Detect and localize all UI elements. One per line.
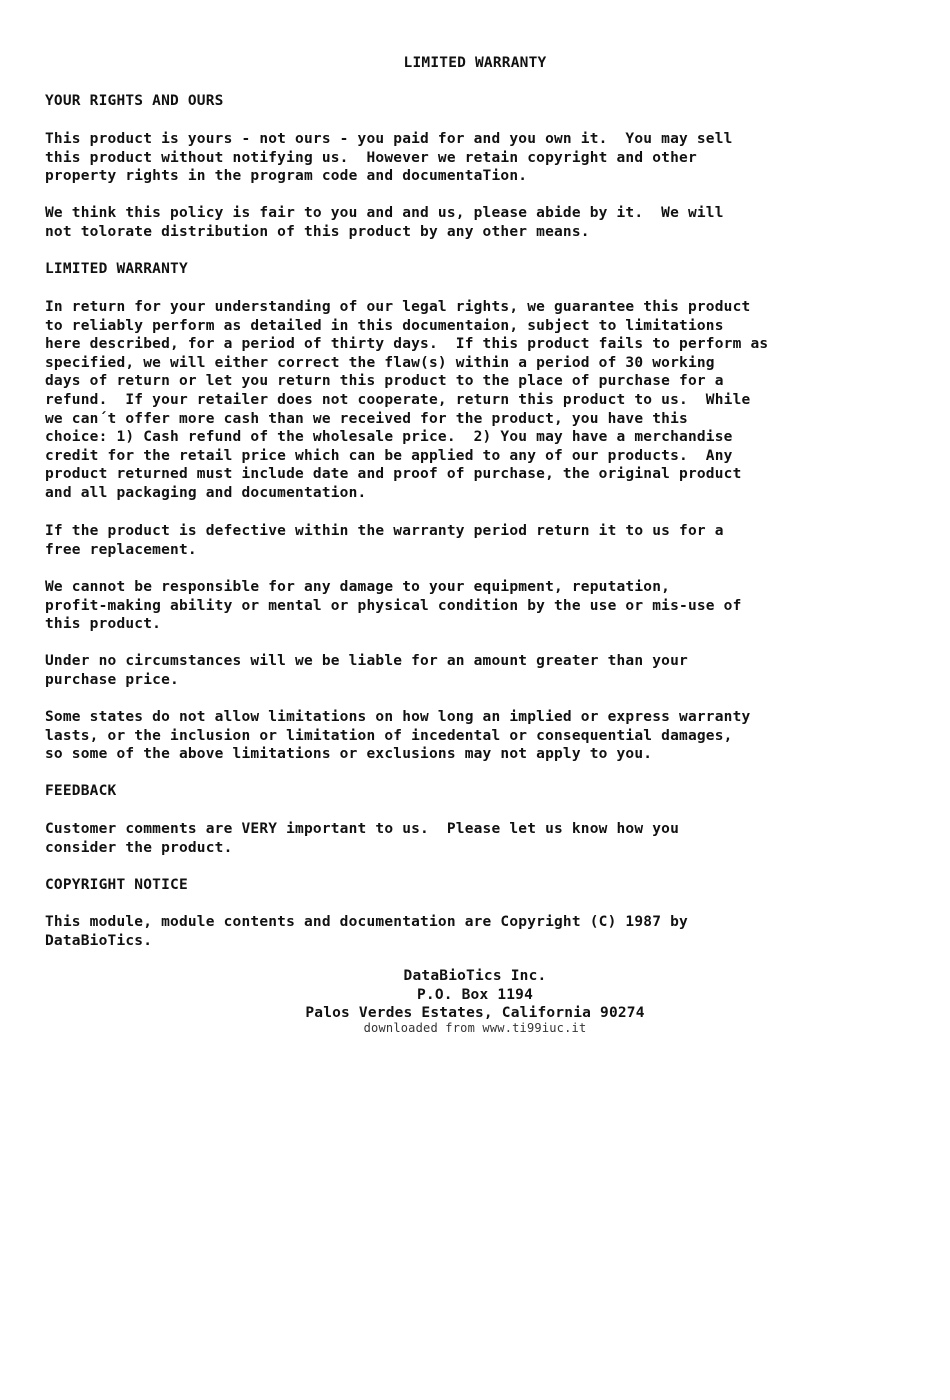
text-line: refund. If your retailer does not cooperate, return this product to us. While bbox=[45, 391, 751, 408]
text-line: free replacement. bbox=[45, 541, 197, 558]
paragraph bbox=[45, 522, 925, 559]
text-line: choice: 1) Cash refund of the wholesale price. 2) You may have a merchandise bbox=[45, 429, 733, 446]
paragraph bbox=[45, 578, 925, 634]
text-line: Under no circumstances will we be liable for an amount greater than your bbox=[45, 653, 688, 669]
paragraph bbox=[45, 708, 925, 764]
city-line: Palos Verdes Estates, California 90274 bbox=[305, 1005, 645, 1021]
section-heading: LIMITED WARRANTY bbox=[45, 261, 188, 277]
text-line: so some of the above limitations or exclusions may not apply to you. bbox=[45, 746, 653, 763]
text-line: this product. bbox=[45, 616, 162, 633]
section-heading: FEEDBACK bbox=[45, 783, 117, 799]
text-line: DataBioTics. bbox=[45, 932, 153, 949]
text-line: days of return or let you return this product to the place of purchase for a bbox=[45, 373, 724, 390]
text-line: Customer comments are VERY important to us. Please let us know how you bbox=[45, 821, 680, 837]
text-line: we can´t offer more cash than we received for the product, you have this bbox=[45, 410, 688, 427]
text-line: this product without notifying us. However we retain copyright and other bbox=[45, 149, 697, 166]
section-heading: COPYRIGHT NOTICE bbox=[45, 877, 188, 893]
text-line: We cannot be responsible for any damage to your equipment, reputation, bbox=[45, 579, 671, 595]
text-line: here described, for a period of thirty days. If this product fails to perform as bbox=[45, 336, 769, 353]
text-line: purchase price. bbox=[45, 671, 179, 688]
paragraph bbox=[45, 913, 925, 950]
text-line: In return for your understanding of our legal rights, we guarantee this product bbox=[45, 299, 751, 315]
text-line: This module, module contents and documentation are Copyright (C) 1987 by bbox=[45, 914, 688, 930]
paragraph bbox=[45, 298, 925, 503]
text-line: property rights in the program code and documentaTion. bbox=[45, 168, 528, 185]
po-box: P.O. Box 1194 bbox=[416, 987, 534, 1003]
text-line: to reliably perform as detailed in this documentaion, subject to limitations bbox=[45, 317, 724, 334]
text-line: profit-making ability or mental or physical condition by the use or mis-use of bbox=[45, 597, 742, 614]
paragraph bbox=[45, 130, 925, 186]
text-line: Some states do not allow limitations on how long an implied or express warranty bbox=[45, 709, 751, 725]
text-line: We think this policy is fair to you and and us, please abide by it. We will bbox=[45, 205, 724, 221]
text-line: credit for the retail price which can be applied to any of our products. Any bbox=[45, 447, 733, 464]
text-line: This product is yours - not ours - you paid for and you own it. You may sell bbox=[45, 131, 733, 147]
text-line: product returned must include date and proof of purchase, the original product bbox=[45, 466, 742, 483]
page-title: LIMITED WARRANTY bbox=[403, 55, 547, 71]
text-line: If the product is defective within the warranty period return it to us for a bbox=[45, 523, 724, 539]
text-line: consider the product. bbox=[45, 839, 233, 856]
download-source-note: downloaded from www.ti99iuc.it bbox=[363, 1021, 587, 1035]
paragraph bbox=[45, 652, 925, 689]
paragraph bbox=[45, 204, 925, 241]
company-name: DataBioTics Inc. bbox=[403, 968, 547, 984]
text-line: and all packaging and documentation. bbox=[45, 484, 367, 501]
text-line: specified, we will either correct the flaw(s) within a period of 30 working bbox=[45, 354, 715, 371]
text-line: lasts, or the inclusion or limitation of incedental or consequential damages, bbox=[45, 727, 733, 744]
section-heading: YOUR RIGHTS AND OURS bbox=[45, 93, 224, 109]
paragraph bbox=[45, 820, 925, 857]
text-line: not tolorate distribution of this product by any other means. bbox=[45, 223, 590, 240]
